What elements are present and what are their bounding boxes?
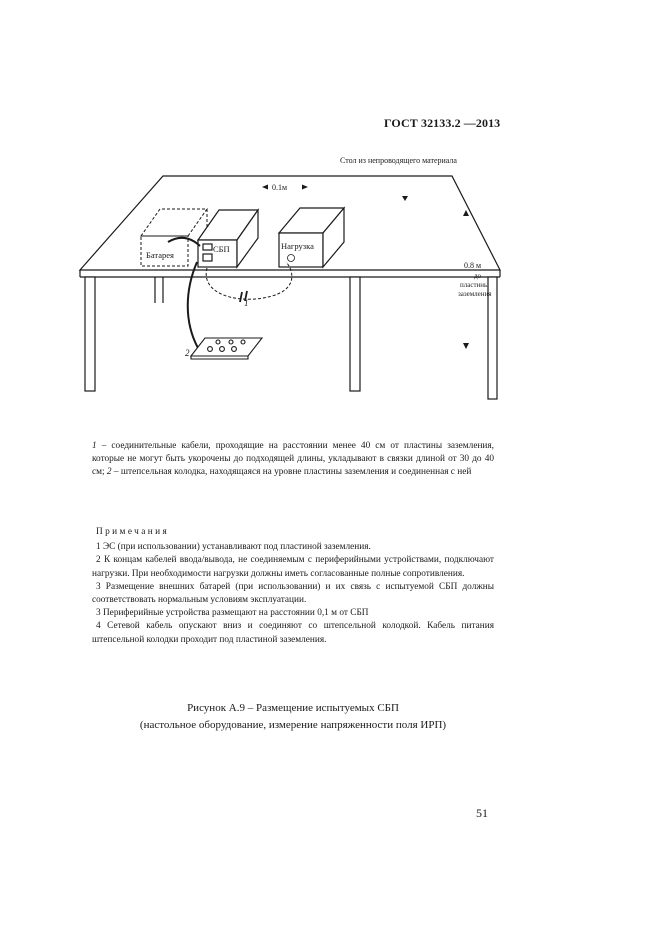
note-item: 4 Сетевой кабель опускают вниз и соединяют со штепсельной колодкой. Кабель питания штепсельной колодки проходит под пластиной заземления. [92, 621, 494, 645]
battery-label: Батарея [146, 250, 174, 260]
caption-subtitle: (настольное оборудование, измерение напряженности поля ИРП) [139, 719, 447, 731]
notes-title: Примечания [96, 527, 170, 537]
notes-section [92, 526, 494, 647]
distance-side-label-1: 0.8 м [464, 261, 482, 270]
note-item: 1 ЭС (при использовании) устанавливают под пластиной заземления. [96, 542, 371, 553]
legend-number-1: 1 [92, 441, 97, 451]
legend-text-2: – штепсельная колодка, находящаяся на уровне пластины заземления и соединенная с ней [111, 467, 472, 477]
marker-2: 2 [185, 348, 190, 358]
note-item: 3 Периферийные устройства размещают на расстоянии 0,1 м от СБП [96, 608, 369, 619]
ups-label: СБП [213, 244, 230, 254]
figure-table-setup [0, 0, 661, 420]
table-label: Стол из непроводящего материала [340, 156, 457, 165]
marker-1: 1 [244, 298, 249, 308]
figure-caption [92, 700, 494, 734]
standard-code: ГОСТ 32133.2 —2013 [384, 116, 501, 130]
note-item: 2 К концам кабелей ввода/вывода, не соединяемым с периферийными устройствами, подключают нагрузки. При необходимости нагрузки должны иметь согласованные полные сопротивления. [92, 555, 494, 579]
distance-top-label: 0.1м [272, 183, 288, 192]
note-item: 3 Размещение внешних батарей (при использовании) и их связь с испытуемой СБП должны соответствовать нормальным условиям эксплуатации. [92, 581, 494, 606]
power-strip [191, 338, 262, 359]
caption-title: Рисунок А.9 – Размещение испытуемых СБП [187, 702, 399, 714]
distance-side-label-2: до [474, 272, 482, 280]
load-label: Нагрузка [281, 241, 314, 251]
legend-text-1: – соединительные кабели, проходящие на расстоянии менее 40 см от пластины заземления, которые не могут быть укорочены до подходящей длины, укладывают в связки длиной от 30 до 40 см; [92, 441, 494, 477]
power-cable [188, 262, 198, 348]
figure-legend [92, 440, 494, 479]
distance-side-label-4: заземления [458, 290, 492, 298]
legend-number-2: 2 [106, 467, 112, 477]
distance-side-label-3: пластины [460, 281, 489, 289]
page-number: 51 [476, 806, 488, 820]
table-legs [85, 277, 497, 399]
